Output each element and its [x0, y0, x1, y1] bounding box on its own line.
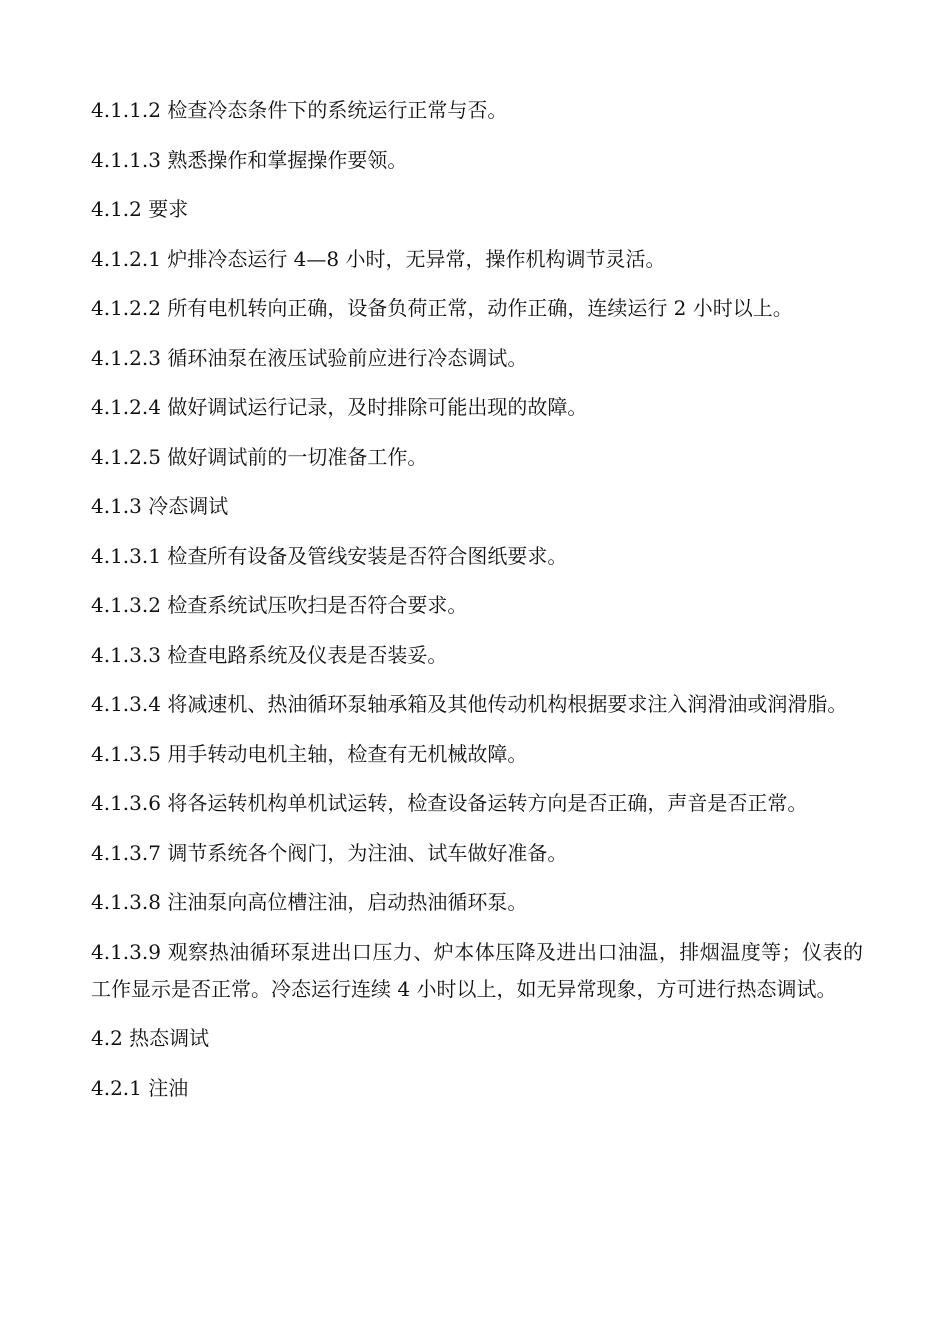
- paragraph-4-1-2-4: 4.1.2.4 做好调试运行记录，及时排除可能出现的故障。: [91, 395, 588, 419]
- paragraph-4-1-2-3: 4.1.2.3 循环油泵在液压试验前应进行冷态调试。: [91, 345, 528, 370]
- paragraph-4-1-3-9: 4.1.3.9 观察热油循环泵进出口压力、炉本体压降及进出口油温，排烟温度等；仪表的工作显示是否正常。冷态运行连续 4 小时以上，如无异常现象，方可进行热态调试。: [91, 939, 863, 1001]
- paragraph-4-1-1-3: 4.1.1.3 熟悉操作和掌握操作要领。: [91, 147, 408, 172]
- heading-4-1-3: 4.1.3 冷态调试: [91, 494, 229, 518]
- paragraph-4-1-3-4: 4.1.3.4 将减速机、热油循环泵轴承箱及其他传动机构根据要求注入润滑油或润滑脂。: [91, 692, 848, 716]
- paragraph-4-1-1-2: 4.1.1.2 检查冷态条件下的系统运行正常与否。: [91, 98, 508, 122]
- heading-4-2: 4.2 热态调试: [91, 1026, 210, 1050]
- paragraph-4-1-3-3: 4.1.3.3 检查电路系统及仪表是否装妥。: [91, 642, 448, 667]
- paragraph-4-1-3-8: 4.1.3.8 注油泵向高位槽注油，启动热油循环泵。: [91, 890, 528, 914]
- heading-4-2-1: 4.2.1 注油: [91, 1075, 189, 1100]
- paragraph-4-1-3-7: 4.1.3.7 调节系统各个阀门，为注油、试车做好准备。: [91, 840, 568, 865]
- paragraph-4-1-3-2: 4.1.3.2 检查系统试压吹扫是否符合要求。: [91, 593, 468, 617]
- paragraph-4-1-2-5: 4.1.2.5 做好调试前的一切准备工作。: [91, 444, 428, 469]
- paragraph-4-1-3-5: 4.1.3.5 用手转动电机主轴，检查有无机械故障。: [91, 741, 528, 766]
- paragraph-4-1-3-1: 4.1.3.1 检查所有设备及管线安装是否符合图纸要求。: [91, 543, 568, 568]
- document-body: [91, 92, 863, 1119]
- paragraph-4-1-2-1: 4.1.2.1 炉排冷态运行 4—8 小时，无异常，操作机构调节灵活。: [91, 246, 666, 271]
- heading-4-1-2: 4.1.2 要求: [91, 197, 189, 221]
- paragraph-4-1-3-6: 4.1.3.6 将各运转机构单机试运转，检查设备运转方向是否正确，声音是否正常。: [91, 791, 808, 815]
- paragraph-4-1-2-2: 4.1.2.2 所有电机转向正确，设备负荷正常，动作正确，连续运行 2 小时以上。: [91, 296, 793, 320]
